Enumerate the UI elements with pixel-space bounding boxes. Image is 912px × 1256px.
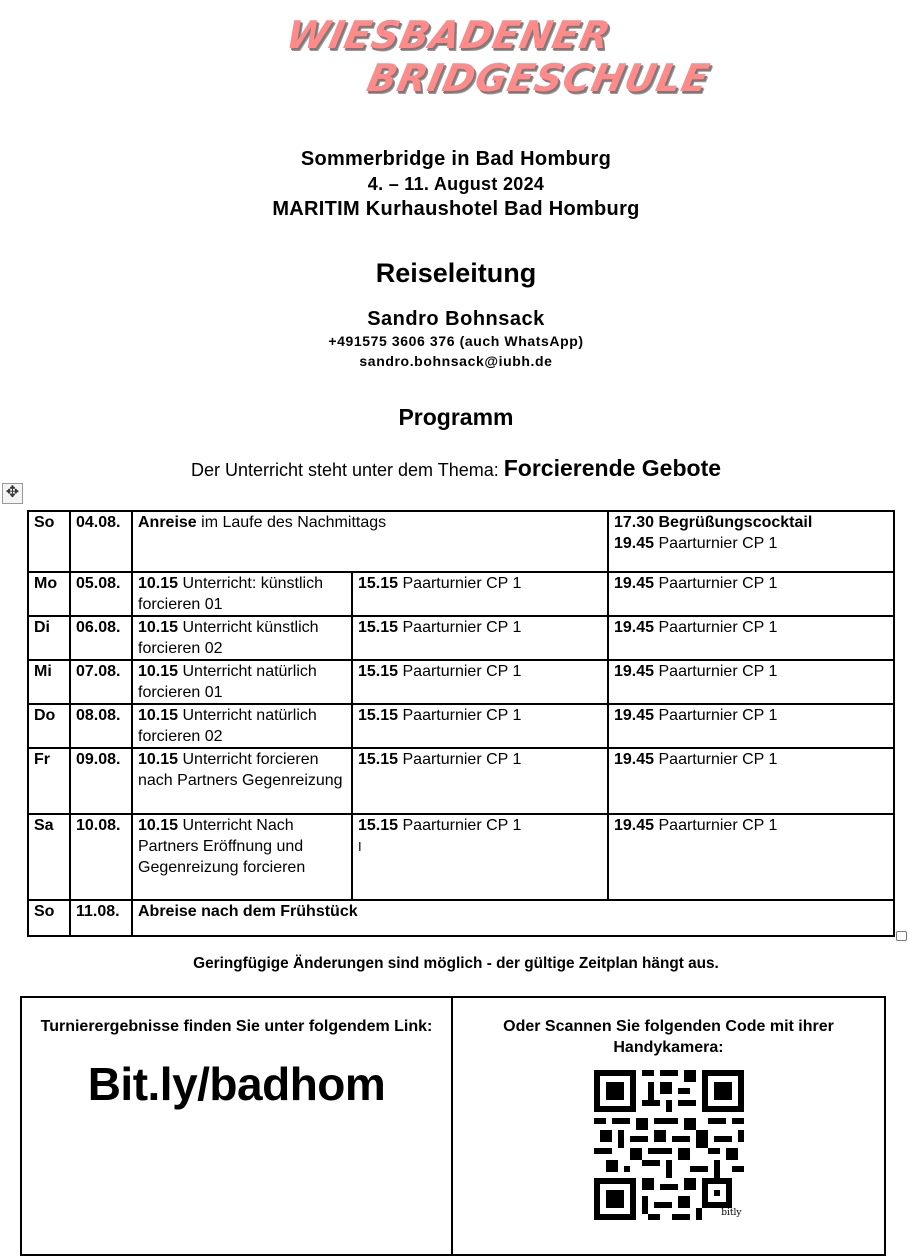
table-row [28,748,894,814]
qr-caption: Oder Scannen Sie folgenden Code mit ihrer Handykamera: [503,1018,834,1056]
morning-cell: 10.15 Unterricht künstlich forcieren 02 [132,616,352,660]
tour-lead-heading: Reiseleitung [375,258,537,288]
day-cell: So [28,900,70,936]
event-title: Sommerbridge in Bad Homburg [300,148,612,170]
morning-cell: Anreise im Laufe des Nachmittags [132,511,608,572]
date-cell: 09.08. [70,748,132,814]
evening-cell: 19.45 Paarturnier CP 1 [608,572,894,616]
qr-brand-label: bitly [721,1208,742,1218]
morning-cell: 10.15 Unterricht forcieren nach Partners Gegenreizung [132,748,352,814]
table-row [28,704,894,748]
program-theme [0,455,912,482]
date-cell: 07.08. [70,660,132,704]
table-row [28,814,894,900]
table-row [28,616,894,660]
schedule-note: Geringfügige Änderungen sind möglich - der gültige Zeitplan hängt aus. [193,955,719,972]
table-resize-handle[interactable] [896,931,907,941]
move-icon: ✥ [5,484,20,501]
day-cell: Do [28,704,70,748]
evening-cell: 19.45 Paarturnier CP 1 [608,704,894,748]
evening-cell: 17.30 Begrüßungscocktail 19.45 Paarturnier CP 1 [608,511,894,572]
table-move-handle[interactable] [2,483,23,504]
program-heading: Programm [398,404,514,430]
day-cell: Sa [28,814,70,900]
table-row [28,660,894,704]
qr-code[interactable] [594,1070,744,1220]
event-venue: MARITIM Kurhaushotel Bad Homburg [272,198,640,220]
tour-lead-email[interactable]: sandro.bohnsack@iubh.de [359,353,553,369]
date-cell: 11.08. [70,900,132,936]
results-link-column [22,998,453,1254]
table-row [28,900,894,936]
afternoon-cell: 15.15 Paarturnier CP 1 [352,572,608,616]
theme-prefix: Der Unterricht steht unter dem Thema: [190,460,504,480]
day-cell: Mi [28,660,70,704]
date-cell: 04.08. [70,511,132,572]
theme-title: Forcierende Gebote [503,455,722,481]
event-dates: 4. – 11. August 2024 [367,174,545,194]
afternoon-cell: 15.15 Paarturnier CP 1 [352,660,608,704]
day-cell: So [28,511,70,572]
morning-cell: Abreise nach dem Frühstück [132,900,894,936]
table-row [28,511,894,572]
day-cell: Di [28,616,70,660]
afternoon-cell: 15.15 Paarturnier CP 1 I [352,814,608,900]
results-qr-column [453,998,884,1254]
qr-code-icon [594,1070,744,1220]
evening-cell: 19.45 Paarturnier CP 1 [608,660,894,704]
date-cell: 06.08. [70,616,132,660]
afternoon-cell: 15.15 Paarturnier CP 1 [352,748,608,814]
event-header [0,147,912,222]
afternoon-cell: 15.15 Paarturnier CP 1 [352,704,608,748]
morning-cell: 10.15 Unterricht natürlich forcieren 02 [132,704,352,748]
results-box [20,996,886,1256]
results-link[interactable]: Bit.ly/badhom [87,1058,386,1110]
day-cell: Fr [28,748,70,814]
evening-cell: 19.45 Paarturnier CP 1 [608,748,894,814]
results-link-caption: Turnierergebnisse finden Sie unter folgendem Link: [40,1018,433,1035]
date-cell: 08.08. [70,704,132,748]
morning-cell: 10.15 Unterricht Nach Partners Eröffnung und Gegenreizung forcieren [132,814,352,900]
day-cell: Mo [28,572,70,616]
table-row [28,572,894,616]
evening-cell: 19.45 Paarturnier CP 1 [608,814,894,900]
morning-cell: 10.15 Unterricht natürlich forcieren 01 [132,660,352,704]
date-cell: 10.08. [70,814,132,900]
evening-cell: 19.45 Paarturnier CP 1 [608,616,894,660]
text-cursor-artifact: I [358,839,362,854]
schedule-table [27,510,895,937]
date-cell: 05.08. [70,572,132,616]
morning-cell: 10.15 Unterricht: künstlich forcieren 01 [132,572,352,616]
tour-lead-phone: +491575 3606 376 (auch WhatsApp) [328,333,584,349]
tour-lead-name: Sandro Bohnsack [367,308,545,330]
logo-line-1: WIESBADENER [282,13,615,57]
logo-line-2: BRIDGESCHULE [363,56,714,100]
afternoon-cell: 15.15 Paarturnier CP 1 [352,616,608,660]
